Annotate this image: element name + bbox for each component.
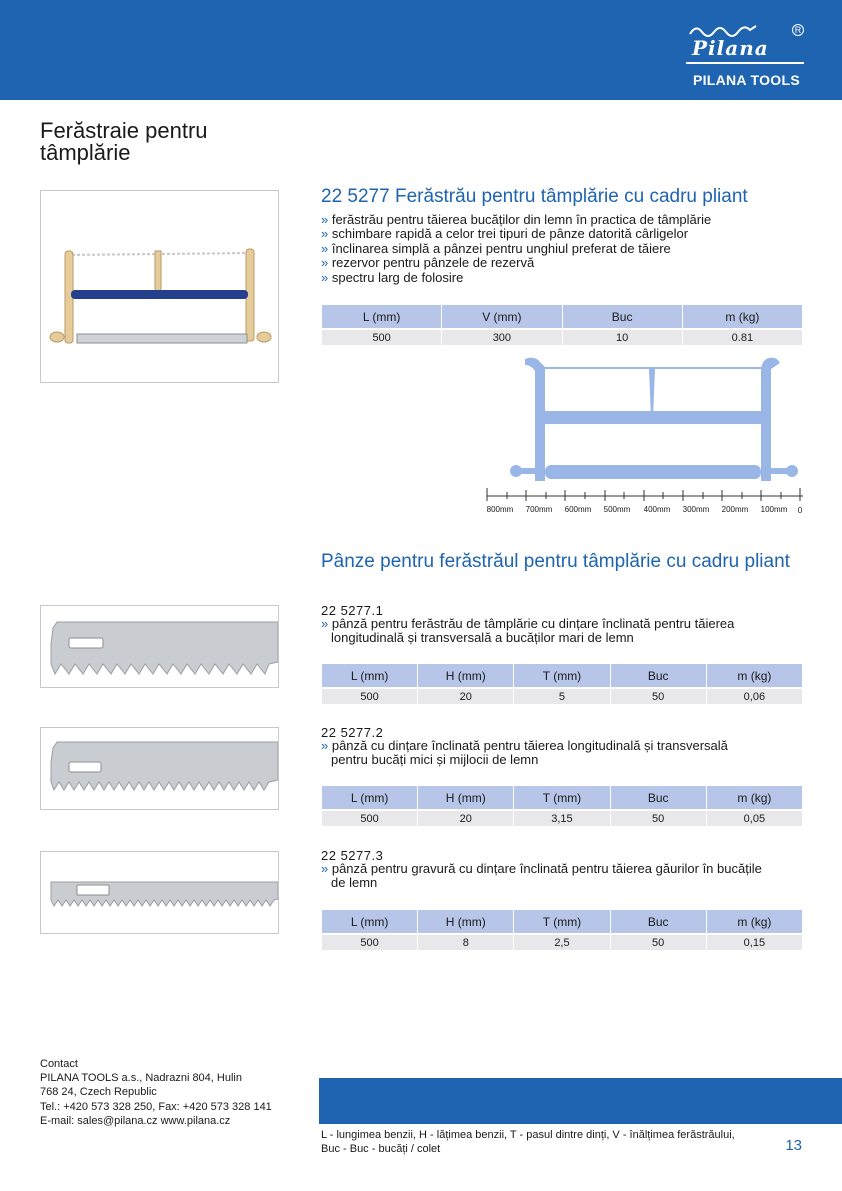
registered-mark: R (792, 24, 804, 36)
logo-underline (686, 62, 804, 64)
blades-section-title: Pânze pentru ferăstrăul pentru tâmplărie cu cadru pliant (321, 551, 790, 572)
page-title: Ferăstraie pentru tâmplărie (40, 118, 208, 165)
table-header: Buc (611, 910, 706, 933)
ruler-label: 0 (797, 506, 803, 515)
blade-2-desc-line2: pentru bucăți mici și mijlocii de lemn (331, 752, 539, 768)
blade-3-desc-line2: de lemn (331, 875, 378, 891)
ruler-label: 800mm (486, 505, 514, 514)
contact-block (40, 1057, 272, 1128)
pilana-logo (686, 22, 804, 72)
page-number: 13 (785, 1137, 802, 1154)
blade-2-code: 22 5277.2 (321, 725, 384, 740)
table-header: L (mm) (322, 664, 417, 687)
blade-1-description (321, 617, 806, 646)
contact-email[interactable]: E-mail: sales@pilana.cz www.pilana.cz (40, 1114, 231, 1127)
table-cell: 2,5 (514, 933, 609, 950)
table-header: m (kg) (707, 910, 802, 933)
table-cell: 50 (611, 933, 706, 950)
table-header: H (mm) (418, 664, 513, 687)
contact-address: PILANA TOOLS a.s., Nadrazni 804, Hulin (40, 1072, 242, 1085)
contact-phone: Tel.: +420 573 328 250, Fax: +420 573 328 141 (40, 1100, 272, 1113)
ruler-label: 700mm (525, 505, 553, 514)
table-cell: 300 (442, 328, 561, 345)
brand-name: PILANA TOOLS (692, 72, 800, 88)
ruler-label: 200mm (721, 505, 749, 514)
frame-saw-title: 22 5277 Ferăstrău pentru tâmplărie cu cadru pliant (321, 186, 748, 207)
table-cell: 0.81 (683, 328, 802, 345)
table-header: m (kg) (683, 305, 802, 328)
table-cell: 50 (611, 809, 706, 826)
table-cell: 20 (418, 687, 513, 704)
frame-saw-photo (40, 190, 279, 383)
table-header: V (mm) (442, 305, 561, 328)
blade-1-spec-table (321, 664, 803, 704)
frame-saw-bullet: » rezervor pentru pânzele de rezervă (321, 256, 711, 270)
header-bar (0, 0, 842, 100)
contact-city: 768 24, Czech Republic (40, 1086, 157, 1099)
abbreviation-legend (321, 1128, 761, 1156)
footer-bar (319, 1078, 842, 1124)
table-cell: 50 (611, 687, 706, 704)
frame-saw-dimension-diagram (483, 355, 808, 520)
legend-line: L - lungimea benzii, H - lățimea benzii, T - pasul dintre dinți, V - înălțimea ferăstrăului, (321, 1129, 735, 1141)
frame-saw-spec-table (321, 305, 803, 345)
logo-text: Pilana (692, 36, 769, 60)
legend-line: Buc - Buc - bucăți / colet (321, 1143, 441, 1156)
blade-2-image (41, 728, 278, 809)
table-cell: 0,05 (707, 809, 802, 826)
blade-3-code: 22 5277.3 (321, 848, 384, 863)
table-cell: 3,15 (514, 809, 609, 826)
saw-silhouette (483, 355, 808, 520)
table-header: H (mm) (418, 910, 513, 933)
blade-2-desc-line1: » pânză cu dințare înclinată pentru tăierea longitudinală și transversală (321, 738, 728, 753)
blade-3-desc-line1: » pânză pentru gravură cu dințare înclinată pentru tăierea găurilor în bucățile (321, 861, 762, 876)
table-cell: 0,15 (707, 933, 802, 950)
table-cell: 500 (322, 809, 417, 826)
table-cell: 500 (322, 687, 417, 704)
table-header: T (mm) (514, 910, 609, 933)
blade-3-spec-table (321, 910, 803, 950)
table-cell: 20 (418, 809, 513, 826)
frame-saw-bullet: » ferăstrău pentru tăierea bucăților din lemn în practica de tâmplărie (321, 213, 711, 227)
frame-saw-image (41, 191, 278, 382)
ruler-label: 100mm (760, 505, 788, 514)
blade-1-image (41, 606, 278, 687)
blade-2-spec-table (321, 786, 803, 826)
table-header: T (mm) (514, 664, 609, 687)
blade-1-code: 22 5277.1 (321, 603, 384, 618)
table-header: Buc (611, 664, 706, 687)
table-header: T (mm) (514, 786, 609, 809)
blade-1-desc-line2: longitudinală și transversală a bucăților mari de lemn (331, 630, 634, 646)
blade-3-description (321, 862, 806, 891)
blade-1-photo (40, 605, 279, 688)
frame-saw-bullet: » schimbare rapidă a celor trei tipuri de pânze datorită cârligelor (321, 227, 711, 241)
blade-3-photo (40, 851, 279, 934)
ruler-label: 300mm (682, 505, 710, 514)
table-cell: 5 (514, 687, 609, 704)
table-cell: 500 (322, 933, 417, 950)
blade-3-image (41, 852, 278, 933)
table-header: L (mm) (322, 910, 417, 933)
frame-saw-bullet: » înclinarea simplă a pânzei pentru unghiul preferat de tăiere (321, 242, 711, 256)
ruler-label: 400mm (643, 505, 671, 514)
frame-saw-bullets (321, 213, 711, 285)
blade-2-photo (40, 727, 279, 810)
table-cell: 10 (563, 328, 682, 345)
blade-1-desc-line1: » pânză pentru ferăstrău de tâmplărie cu dințare înclinată pentru tăierea (321, 616, 735, 631)
table-cell: 0,06 (707, 687, 802, 704)
frame-saw-bullet: » spectru larg de folosire (321, 271, 711, 285)
table-header: m (kg) (707, 664, 802, 687)
blade-2-description (321, 739, 806, 768)
table-header: m (kg) (707, 786, 802, 809)
ruler-label: 600mm (564, 505, 592, 514)
table-cell: 500 (322, 328, 441, 345)
table-header: L (mm) (322, 786, 417, 809)
table-header: H (mm) (418, 786, 513, 809)
contact-heading: Contact (40, 1058, 78, 1070)
table-cell: 8 (418, 933, 513, 950)
table-header: L (mm) (322, 305, 441, 328)
ruler-label: 500mm (603, 505, 631, 514)
table-header: Buc (611, 786, 706, 809)
table-header: Buc (563, 305, 682, 328)
